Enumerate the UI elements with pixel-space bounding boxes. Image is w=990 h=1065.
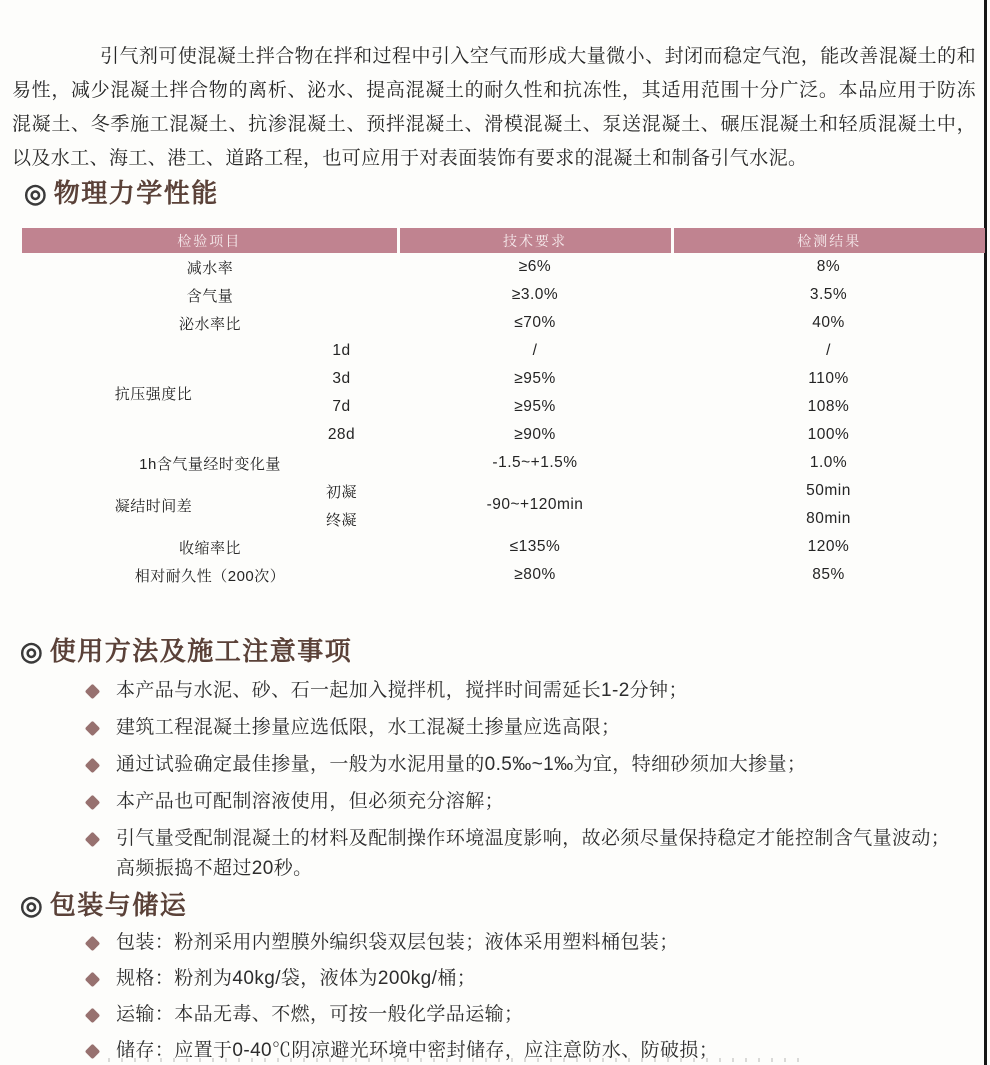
table-row	[22, 281, 985, 309]
cell-age: 3d	[332, 370, 351, 387]
cell-requirement: /	[532, 342, 538, 359]
list-item-text: 本产品与水泥、砂、石一起加入搅拌机，搅拌时间需延长1-2分钟；	[116, 680, 688, 701]
diamond-bullet-icon	[85, 684, 101, 700]
list-item	[80, 928, 952, 958]
list-item-text: 储存：应置于0-40℃阴凉避光环境中密封储存，应注意防水、防破损；	[116, 1040, 719, 1061]
table-row	[22, 309, 985, 337]
diamond-bullet-icon	[85, 795, 101, 811]
cell-requirement: -90~+120min	[486, 496, 584, 513]
cell-requirement: ≥95%	[514, 398, 556, 415]
cell-result: 80min	[806, 510, 851, 527]
cell-item-compressive: 抗压强度比	[114, 385, 193, 403]
list-item-text: 建筑工程混凝土掺量应选低限，水工混凝土掺量应选高限；	[116, 717, 621, 738]
section-heading-physical	[24, 173, 219, 210]
cell-item: 收缩率比	[178, 539, 241, 557]
list-item-text: 本产品也可配制溶液使用，但必须充分溶解；	[116, 791, 505, 812]
double-circle-icon: ◎	[20, 636, 43, 666]
list-item-text: 规格：粉剂为40kg/袋，液体为200kg/桶；	[116, 968, 477, 989]
diamond-bullet-icon	[85, 832, 101, 848]
diamond-bullet-icon	[85, 1008, 101, 1024]
cell-age: 7d	[332, 398, 351, 415]
table-row	[22, 561, 985, 589]
cell-phase: 初凝	[325, 483, 357, 501]
cell-result: 85%	[812, 566, 845, 583]
list-item-text: 引气量受配制混凝土的材料及配制操作环境温度影响，故必须尽量保持稳定才能控制含气量波动；高频振捣不超过20秒。	[116, 828, 951, 879]
table-row	[22, 477, 985, 505]
cell-item: 1h含气量经时变化量	[139, 455, 281, 473]
diamond-bullet-icon	[85, 936, 101, 952]
list-item	[80, 1000, 952, 1030]
diamond-bullet-icon	[85, 1044, 101, 1060]
table-row	[22, 337, 985, 365]
list-item	[80, 713, 952, 743]
header-result: 检测结果	[672, 228, 985, 253]
list-item	[80, 676, 952, 706]
usage-list	[80, 676, 952, 891]
cell-result: 100%	[807, 426, 850, 443]
header-requirement: 技术要求	[398, 228, 672, 253]
table-row	[22, 449, 985, 477]
cell-result: 40%	[812, 314, 845, 331]
packaging-list	[80, 928, 952, 1065]
table-row	[22, 253, 985, 281]
cell-age: 1d	[332, 342, 351, 359]
diamond-bullet-icon	[85, 721, 101, 737]
diamond-bullet-icon	[85, 758, 101, 774]
section-title: 物理力学性能	[53, 178, 219, 208]
cell-phase: 终凝	[325, 511, 357, 529]
cell-item: 相对耐久性（200次）	[134, 567, 286, 585]
section-heading-usage	[20, 631, 352, 668]
list-item	[80, 964, 952, 994]
cut-off-text-artifact	[108, 1058, 808, 1062]
cell-result: /	[826, 342, 831, 359]
performance-table	[22, 228, 985, 589]
cell-item: 含气量	[186, 287, 234, 305]
section-title: 包装与储运	[49, 890, 188, 920]
cell-result: 8%	[816, 258, 841, 275]
table-row	[22, 533, 985, 561]
cell-requirement: ≥6%	[518, 258, 552, 275]
header-item: 检验项目	[22, 228, 398, 253]
cell-requirement: ≥3.0%	[511, 286, 559, 303]
cell-result: 120%	[807, 538, 850, 555]
cell-result: 108%	[807, 398, 850, 415]
section-title: 使用方法及施工注意事项	[49, 636, 353, 666]
cell-result: 1.0%	[809, 454, 848, 471]
cell-item: 减水率	[186, 259, 234, 277]
cell-requirement: -1.5~+1.5%	[492, 454, 578, 471]
section-heading-packaging	[20, 885, 187, 922]
cell-requirement: ≥80%	[514, 566, 556, 583]
double-circle-icon: ◎	[20, 890, 43, 920]
cell-requirement: ≥95%	[514, 370, 556, 387]
list-item-text: 通过试验确定最佳掺量，一般为水泥用量的0.5‰~1‰为宜，特细砂须加大掺量；	[116, 754, 807, 775]
cell-age: 28d	[327, 426, 356, 443]
table-header-row	[22, 228, 985, 253]
intro-paragraph: 引气剂可使混凝土拌合物在拌和过程中引入空气而形成大量微小、封闭而稳定气泡，能改善混凝土的和易性，减少混凝土拌合物的离析、泌水、提高混凝土的耐久性和抗冻性，其适用范围十分广泛。本品应用于防冻混凝土、冬季施工混凝土、抗渗混凝土、预拌混凝土、滑模混凝土、泵送混凝土、碾压混凝土和轻质混凝土中，以及水工、海工、港工、道路工程，也可应用于对表面装饰有要求的混凝土和制备引气水泥。	[12, 46, 976, 169]
cell-requirement: ≤135%	[509, 538, 561, 555]
cell-requirement: ≥90%	[514, 426, 556, 443]
cell-result: 3.5%	[809, 286, 848, 303]
cell-result: 110%	[808, 370, 849, 387]
double-circle-icon: ◎	[24, 178, 47, 208]
cell-result: 50min	[806, 482, 851, 499]
cell-requirement: ≤70%	[514, 314, 556, 331]
cell-item-setting: 凝结时间差	[114, 497, 193, 515]
list-item	[80, 750, 952, 780]
list-item	[80, 787, 952, 817]
cell-item: 泌水率比	[178, 315, 241, 333]
diamond-bullet-icon	[85, 972, 101, 988]
list-item	[80, 824, 952, 884]
list-item-text: 包装：粉剂采用内塑膜外编织袋双层包装；液体采用塑料桶包装；	[116, 932, 679, 953]
list-item-text: 运输：本品无毒、不燃，可按一般化学品运输；	[116, 1004, 524, 1025]
